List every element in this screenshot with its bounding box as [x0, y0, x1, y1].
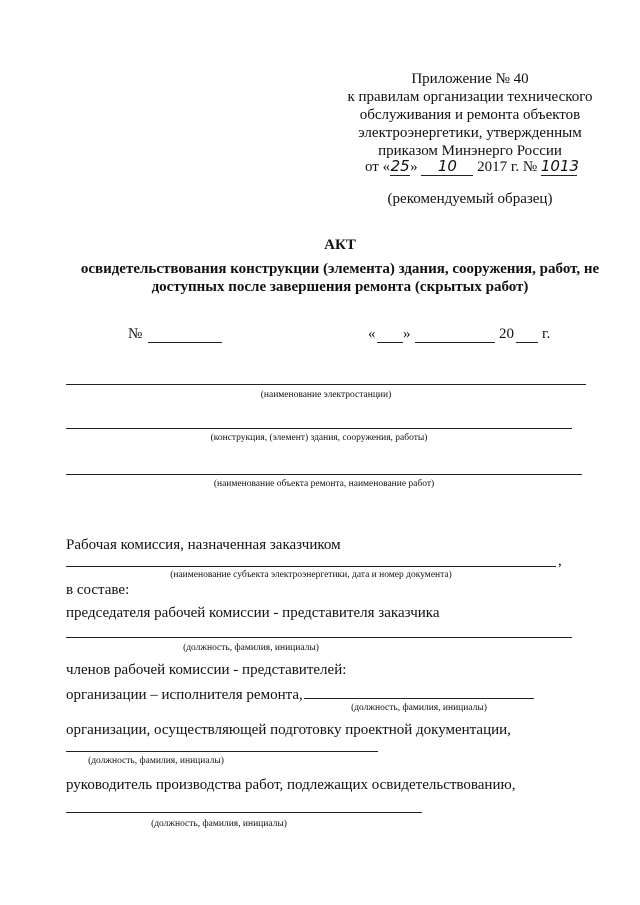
date-mid: » — [410, 159, 418, 175]
comma: , — [558, 553, 562, 569]
order-number-handwritten: 1013 — [540, 157, 580, 175]
manager-caption: (должность, фамилия, инициалы) — [151, 819, 287, 829]
contractor-caption: (должность, фамилия, инициалы) — [351, 703, 487, 713]
construction-field[interactable] — [66, 428, 572, 429]
quote-close: » — [403, 326, 411, 342]
recommended-sample: (рекомендуемый образец) — [387, 191, 553, 207]
subject-field[interactable] — [66, 566, 556, 567]
date-prefix: от « — [365, 159, 391, 175]
chairman-caption: (должность, фамилия, инициалы) — [183, 643, 319, 653]
order-date — [365, 157, 580, 176]
act-subtitle-line2: доступных после завершения ремонта (скрытых работ) — [151, 279, 529, 295]
date-month-handwritten: 10 — [421, 157, 473, 176]
composition-text: в составе: — [66, 582, 130, 598]
date-day-handwritten: 25 — [390, 157, 410, 175]
design-text: организации, осуществляющей подготовку проектной документации, — [66, 722, 511, 738]
repair-object-caption: (наименование объекта ремонта, наименование работ) — [213, 479, 435, 489]
quote-open: « — [368, 326, 376, 342]
year-prefix: 20 — [499, 326, 514, 342]
header-line: к правилам организации технического — [347, 89, 593, 105]
power-plant-caption: (наименование электростанции) — [260, 390, 392, 400]
design-caption: (должность, фамилия, инициалы) — [88, 756, 224, 766]
design-field[interactable] — [66, 751, 378, 752]
year-field[interactable] — [516, 342, 538, 343]
contractor-text: организации – исполнителя ремонта, — [66, 687, 303, 703]
construction-caption: (конструкция, (элемент) здания, сооружения, работы) — [210, 433, 428, 443]
month-field[interactable] — [415, 342, 495, 343]
members-text: членов рабочей комиссии - представителей: — [66, 662, 347, 678]
contractor-field[interactable] — [304, 698, 534, 699]
header-line: обслуживания и ремонта объектов — [359, 107, 581, 123]
number-sign: № — [128, 326, 143, 342]
appendix-number: Приложение № 40 — [411, 71, 529, 87]
day-field[interactable] — [377, 342, 403, 343]
subject-caption: (наименование субъекта электроэнергетики, дата и номер документа) — [170, 570, 452, 580]
chairman-field[interactable] — [66, 637, 572, 638]
power-plant-field[interactable] — [66, 384, 586, 385]
manager-field[interactable] — [66, 812, 422, 813]
number-field[interactable] — [148, 342, 222, 343]
year-suffix: г. — [542, 326, 551, 342]
header-line: приказом Минэнерго России — [378, 143, 562, 159]
commission-text: Рабочая комиссия, назначенная заказчиком — [66, 537, 341, 553]
act-title: АКТ — [324, 237, 356, 253]
header-line: электроэнергетики, утвержденным — [358, 125, 582, 141]
manager-text: руководитель производства работ, подлежащих освидетельствованию, — [66, 777, 516, 793]
date-year: 2017 г. № — [477, 159, 538, 175]
repair-object-field[interactable] — [66, 474, 582, 475]
chairman-text: председателя рабочей комиссии - представителя заказчика — [66, 605, 440, 621]
act-subtitle-line1: освидетельствования конструкции (элемента) здания, сооружения, работ, не — [80, 261, 600, 277]
